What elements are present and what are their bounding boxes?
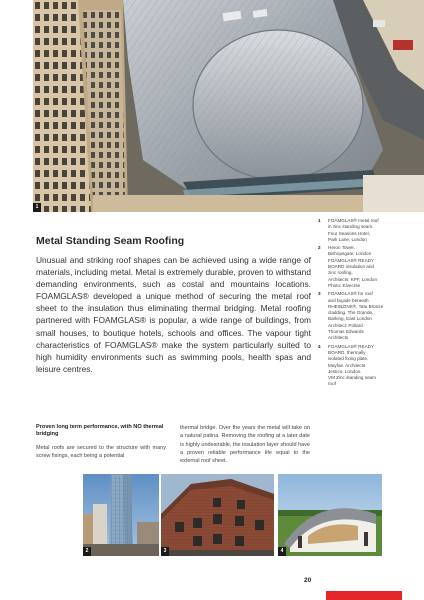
caption-line: Four Seasons Hotel,	[328, 230, 370, 236]
body-column-left	[36, 424, 166, 460]
caption-line: cladding. The Grande,	[328, 310, 374, 316]
section-title: Metal Standing Seam Roofing	[36, 235, 185, 247]
body-text-right: thermal bridge. Over the years the metal will take on a natural patina. Removing the roofing at a later date is highly undesirable, the insulation layer should have a proven reliable performance life equal to the external roof sheet.	[180, 425, 310, 465]
caption-line: FOAMGLAS® READY	[328, 257, 375, 263]
intro-paragraph: Unusual and striking roof shapes can be achieved using a wide range of materials, including metal. Metal is extremely durable, proven to withstand demanding environments, such as costal and mountains locations. FOAMGLAS® developed a unique method of securing the metal roof sheet to the insulation thus eliminating thermal bridging. Metal roofing partnered with FOAMGLAS® is popular, a wide range of buildings, from small houses, to boutique hotels, schools and offices. The vapour tight characteristics of FOAMGLAS® make the system particularly suited to high humidity environments such as swimming pools, health spas and leisure centres.	[36, 255, 311, 374]
curved-roof-illustration	[278, 474, 382, 556]
caption-line: Photo: Elvecrite	[328, 282, 361, 288]
body-text-left: Metal roofs are secured to the structure with many screw fixings, each being a potential	[36, 444, 166, 460]
caption-line: Mayfair. Architects	[328, 362, 366, 368]
photo-number-3: 3	[161, 547, 169, 556]
caption-line: Barking, East London	[328, 316, 372, 322]
subheading: Proven long term performance, with NO thermal bridging	[36, 424, 164, 438]
photo-mayfair-roof	[278, 474, 382, 556]
caption-line: Bishopsgate, London	[328, 251, 372, 257]
photo-the-grande-barking	[161, 474, 274, 556]
caption-line: FOAMGLAS® READY	[328, 343, 375, 349]
brick-building-illustration	[161, 474, 274, 556]
caption-line: VM Zinc standing seam	[328, 375, 376, 381]
caption-3	[318, 291, 418, 341]
caption-4	[318, 344, 418, 388]
photo-number-1: 1	[33, 203, 41, 212]
caption-line: BOARD insulation and	[328, 264, 374, 270]
photo-number-2: 2	[83, 547, 91, 556]
caption-number: 3	[318, 291, 321, 297]
caption-line: Park Lane, London	[328, 236, 367, 242]
caption-line: Architects	[328, 335, 349, 341]
tower-illustration	[83, 474, 159, 556]
caption-line: and façade beneath	[328, 297, 369, 303]
caption-line: Thomas Edwards	[328, 329, 364, 335]
footer-accent-bar	[326, 591, 402, 600]
caption-1	[318, 218, 418, 243]
caption-line: Architect: Pollard	[328, 322, 363, 328]
body-column-right	[180, 424, 310, 465]
caption-line: isolated fixing plate.	[328, 356, 369, 362]
photo-captions	[318, 218, 418, 390]
caption-line: Jestico, London.	[328, 368, 362, 374]
caption-line: zinc roofing.	[328, 270, 353, 276]
caption-2	[318, 245, 418, 289]
caption-number: 2	[318, 245, 321, 251]
caption-line: RHEINZINK®, Tata Bronze	[328, 303, 384, 309]
photo-heron-tower	[83, 474, 159, 556]
caption-number: 4	[318, 343, 321, 349]
caption-line: FOAMGLAS® for roof	[328, 291, 373, 297]
caption-number: 1	[318, 218, 321, 223]
caption-line: Heron Tower,	[328, 245, 355, 251]
page-number: 20	[304, 577, 312, 584]
caption-line: roof	[328, 381, 336, 387]
caption-line: FOAMGLAS® metal roof	[328, 218, 379, 223]
photo-number-4: 4	[278, 547, 286, 556]
caption-line: in zinc standing seam.	[328, 224, 374, 230]
caption-line: Architects: KPF, London	[328, 276, 378, 282]
caption-line: BOARD, thermally	[328, 349, 366, 355]
hero-photo-zinc-roof	[33, 0, 424, 212]
hero-illustration	[33, 0, 424, 212]
